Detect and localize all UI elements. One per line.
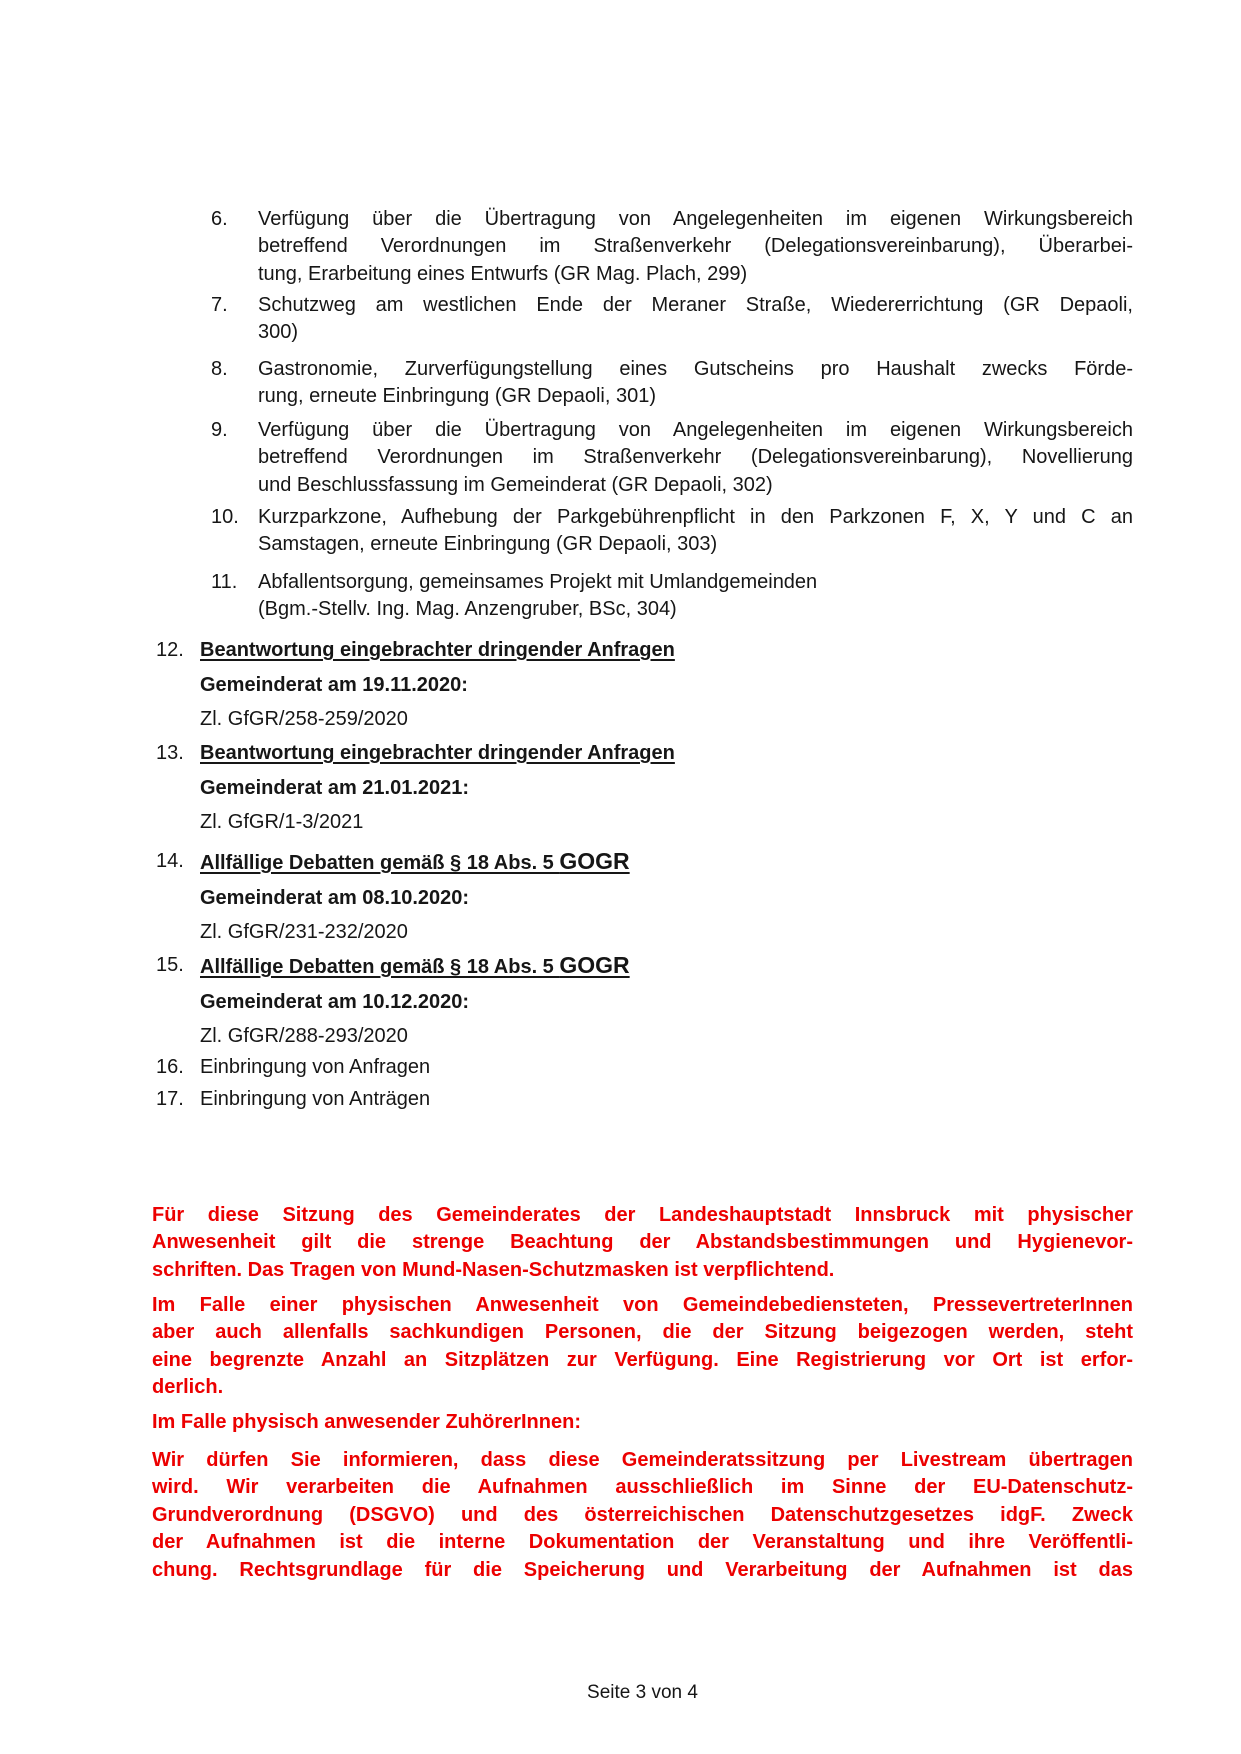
item-number: 12. (156, 639, 184, 661)
agenda-item-10 (211, 504, 1133, 559)
notice-line: aber auch allenfalls sachkundigen Personen, die der Sitzung beigezogen werden, steht (152, 1321, 1133, 1344)
item-text (258, 504, 1133, 559)
agenda-item-17 (156, 1086, 1133, 1121)
item-number: 17. (156, 1088, 184, 1110)
item-line: betreffend Verordnungen im Straßenverkehr (Delegationsvereinbarung), Überarbei- (258, 235, 1133, 258)
item-text (258, 356, 1133, 411)
page-footer (152, 1681, 1133, 1705)
item-reference: Zl. GfGR/231-232/2020 (200, 921, 408, 943)
item-line: (Bgm.-Stellv. Ing. Mag. Anzengruber, BSc, 304) (258, 598, 677, 621)
item-line: Kurzparkzone, Aufhebung der Parkgebührenpflicht in den Parkzonen F, X, Y und C an (258, 506, 1133, 528)
agenda-item-8 (211, 356, 1133, 411)
agenda-item-7 (211, 292, 1133, 347)
item-text (258, 206, 1133, 288)
item-reference: Zl. GfGR/258-259/2020 (200, 708, 408, 730)
agenda-item-16 (156, 1054, 1133, 1089)
item-heading-abbr: GOGR (559, 952, 630, 978)
item-line: Gastronomie, Zurverfügungstellung eines Gutscheins pro Haushalt zwecks Förde- (258, 358, 1133, 380)
item-session-date: Gemeinderat am 08.10.2020: (200, 886, 470, 909)
item-heading: Beantwortung eingebrachter dringender Anfragen (200, 742, 675, 764)
item-number: 9. (211, 419, 228, 441)
agenda-item-6 (211, 206, 1133, 288)
agenda-item-12 (156, 637, 1133, 741)
item-line: Einbringung von Anfragen (200, 1056, 431, 1078)
item-line: Einbringung von Anträgen (200, 1088, 431, 1110)
item-reference: Zl. GfGR/1-3/2021 (200, 811, 364, 833)
item-number: 16. (156, 1056, 184, 1078)
item-line: Verfügung über die Übertragung von Angelegenheiten im eigenen Wirkungsbereich (258, 208, 1133, 230)
item-session-date: Gemeinderat am 19.11.2020: (200, 673, 468, 696)
item-heading: Beantwortung eingebrachter dringender Anfragen (200, 639, 675, 661)
agenda-item-13 (156, 740, 1133, 844)
item-number: 8. (211, 358, 228, 380)
item-heading-text: Allfällige Debatten gemäß § 18 Abs. 5 (200, 852, 560, 874)
notice-line: eine begrenzte Anzahl an Sitzplätzen zur Verfügung. Eine Registrierung vor Ort ist erfor- (152, 1348, 1133, 1371)
item-reference: Zl. GfGR/288-293/2020 (200, 1025, 408, 1047)
notice-line: Im Falle physisch anwesender ZuhörerInnen: (152, 1411, 581, 1433)
item-session-date: Gemeinderat am 21.01.2021: (200, 776, 470, 799)
item-number: 7. (211, 294, 228, 316)
agenda-item-15 (156, 952, 1133, 1058)
item-line: rung, erneute Einbringung (GR Depaoli, 301) (258, 385, 657, 408)
item-number: 13. (156, 742, 184, 764)
agenda-item-14 (156, 848, 1133, 954)
item-text (200, 1054, 1133, 1089)
item-line: Verfügung über die Übertragung von Angelegenheiten im eigenen Wirkungsbereich (258, 419, 1133, 441)
item-number: 15. (156, 954, 184, 976)
notice-paragraph-hygiene (152, 1202, 1133, 1284)
item-heading (200, 848, 1133, 877)
notice-line: der Aufnahmen ist die interne Dokumentation der Veranstaltung und ihre Veröffentli- (152, 1531, 1133, 1554)
notice-line: schriften. Das Tragen von Mund-Nasen-Schutzmasken ist verpflichtend. (152, 1258, 835, 1281)
item-heading-text: Allfällige Debatten gemäß § 18 Abs. 5 (200, 956, 560, 978)
agenda-item-11 (211, 569, 1133, 624)
item-line: tung, Erarbeitung eines Entwurfs (GR Mag. Plach, 299) (258, 262, 748, 285)
item-heading (200, 952, 1133, 981)
notice-line: Anwesenheit gilt die strenge Beachtung der Abstandsbestimmungen und Hygienevor- (152, 1231, 1133, 1254)
page-indicator: Seite 3 von 4 (587, 1682, 698, 1703)
item-line: und Beschlussfassung im Gemeinderat (GR Depaoli, 302) (258, 473, 773, 496)
item-line: Samstagen, erneute Einbringung (GR Depaoli, 303) (258, 533, 718, 556)
notice-line: Im Falle einer physischen Anwesenheit von Gemeindebediensteten, PressevertreterInnen (152, 1294, 1133, 1316)
item-line: Abfallentsorgung, gemeinsames Projekt mit Umlandgemeinden (258, 571, 818, 593)
notice-paragraph-livestream (152, 1447, 1133, 1584)
notice-line: Grundverordnung (DSGVO) und des österreichischen Datenschutzgesetzes idgF. Zweck (152, 1503, 1133, 1526)
item-text (258, 292, 1133, 347)
item-text (258, 417, 1133, 499)
item-text (200, 848, 1133, 954)
notice-paragraph-audience (152, 1409, 1133, 1436)
item-text (200, 740, 1133, 844)
notice-line: Wir dürfen Sie informieren, dass diese Gemeinderatssitzung per Livestream übertragen (152, 1449, 1133, 1471)
item-line: betreffend Verordnungen im Straßenverkehr (Delegationsvereinbarung), Novellierung (258, 446, 1133, 469)
item-text (200, 637, 1133, 741)
item-number: 11. (211, 571, 238, 593)
notice-line: chung. Rechtsgrundlage für die Speicherung und Verarbeitung der Aufnahmen ist das (152, 1558, 1133, 1581)
item-text (200, 952, 1133, 1058)
item-number: 14. (156, 850, 184, 872)
agenda-item-9 (211, 417, 1133, 499)
item-number: 6. (211, 208, 228, 230)
item-line: Schutzweg am westlichen Ende der Meraner Straße, Wiedererrichtung (GR Depaoli, (258, 294, 1133, 316)
item-heading-abbr: GOGR (559, 848, 630, 874)
item-session-date: Gemeinderat am 10.12.2020: (200, 990, 470, 1013)
notice-line: Für diese Sitzung des Gemeinderates der Landeshauptstadt Innsbruck mit physischer (152, 1204, 1133, 1226)
notice-line: wird. Wir verarbeiten die Aufnahmen ausschließlich im Sinne der EU-Datenschutz- (152, 1476, 1133, 1499)
item-number: 10. (211, 506, 239, 528)
notice-line: derlich. (152, 1376, 224, 1399)
notice-paragraph-seating (152, 1292, 1133, 1402)
item-line: 300) (258, 321, 299, 344)
item-text (258, 569, 1133, 624)
item-text (200, 1086, 1133, 1121)
